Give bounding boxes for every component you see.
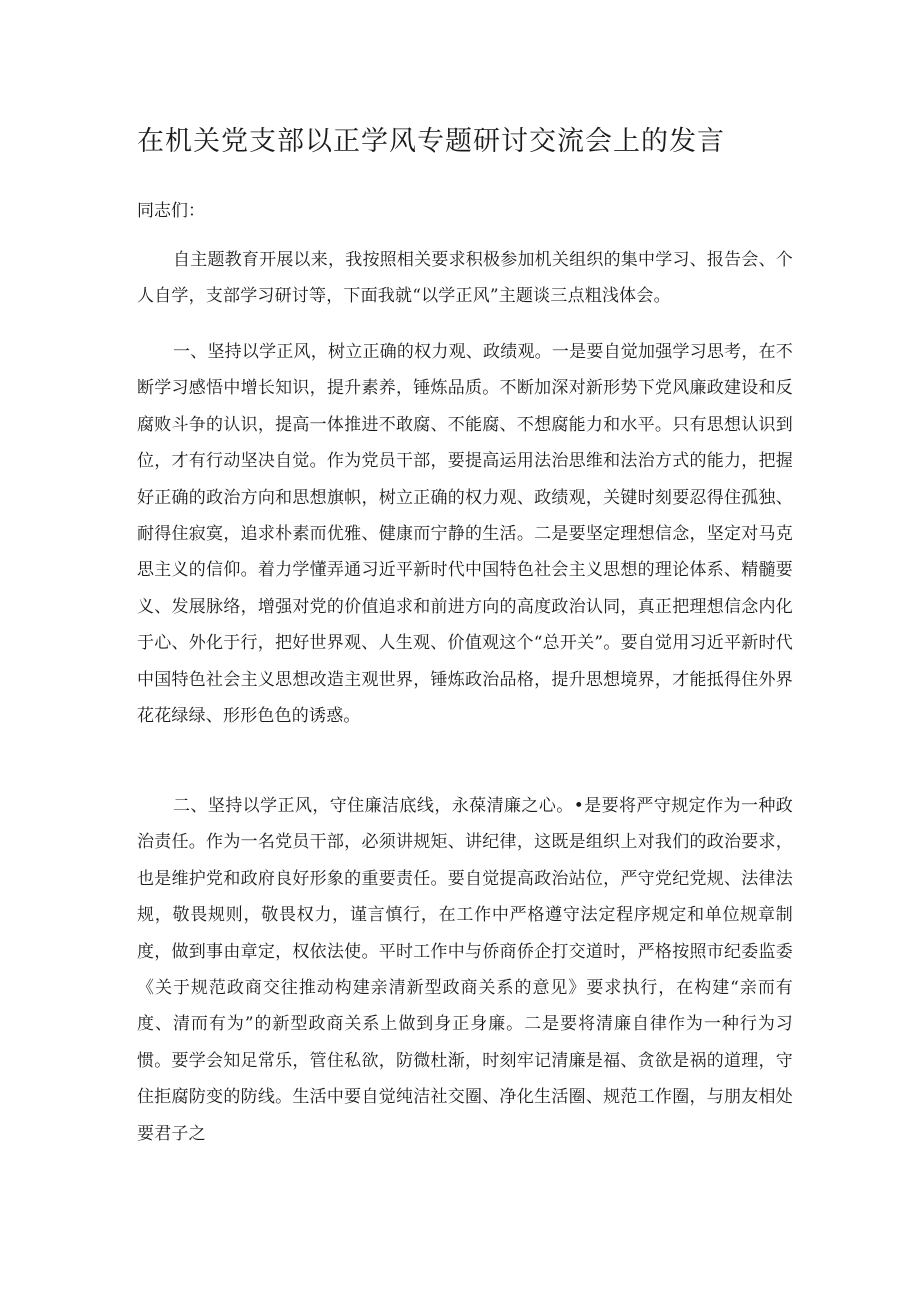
document-title: 在机关党支部以正学风专题研讨交流会上的发言 — [137, 126, 725, 157]
salutation: 同志们： — [137, 201, 205, 221]
paragraph-section-one: 一、坚持以学正风，树立正确的权力观、政绩观。一是要自觉加强学习思考，在不断学习感悟中增长知识，提升素养，锤炼品质。不断加深对新形势下党风廉政建设和反腐败斗争的认识，提高一体推进不敢腐、不能腐、不想腐能力和水平。只有思想认识到位，才有行动坚决自觉。作为党员干部，要提高运用法治思维和法治方式的能力，把握好正确的政治方向和思想旗帜，树立正确的权力观、政绩观，关键时刻要忍得住孤独、耐得住寂寞，追求朴素而优雅、健康而宁静的生活。二是要坚定理想信念，坚定对马克思主义的信仰。着力学懂弄通习近平新时代中国特色社会主义思想的理论体系、精髓要义、发展脉络，增强对党的价值追求和前进方向的高度政治认同，真正把理想信念内化于心、外化于行，把好世界观、人生观、价值观这个“总开关”。要自觉用习近平新时代中国特色社会主义思想改造主观世界，锤炼政治品格，提升思想境界，才能抵得住外界花花绿绿、形形色色的诱惑。 — [137, 342, 793, 727]
paragraph-intro: 自主题教育开展以来，我按照相关要求积极参加机关组织的集中学习、报告会、个人自学，支部学习研讨等，下面我就“以学正风”主题谈三点粗浅体会。 — [137, 250, 793, 307]
paragraph-section-two: 二、坚持以学正风，守住廉洁底线，永葆清廉之心。•是要将严守规定作为一种政治责任。作为一名党员干部，必须讲规矩、讲纪律，这既是组织上对我们的政治要求，也是维护党和政府良好形象的重要责任。要自觉提高政治站位，严守党纪党规、法律法规，敬畏规则，敬畏权力，谨言慎行，在工作中严格遵守法定程序规定和单位规章制度，做到事由章定，权依法使。平时工作中与侨商侨企打交道时，严格按照市纪委监委《关于规范政商交往推动构建亲清新型政商关系的意见》要求执行，在构建“亲而有度、清而有为”的新型政商关系上做到身正身廉。二是要将清廉自律作为一种行为习惯。要学会知足常乐，管住私欲，防微杜渐，时刻牢记清廉是福、贪欲是祸的道理，守住拒腐防变的防线。生活中要自觉纯洁社交圈、净化生活圈、规范工作圈，与朋友相处要君子之 — [137, 796, 793, 1144]
